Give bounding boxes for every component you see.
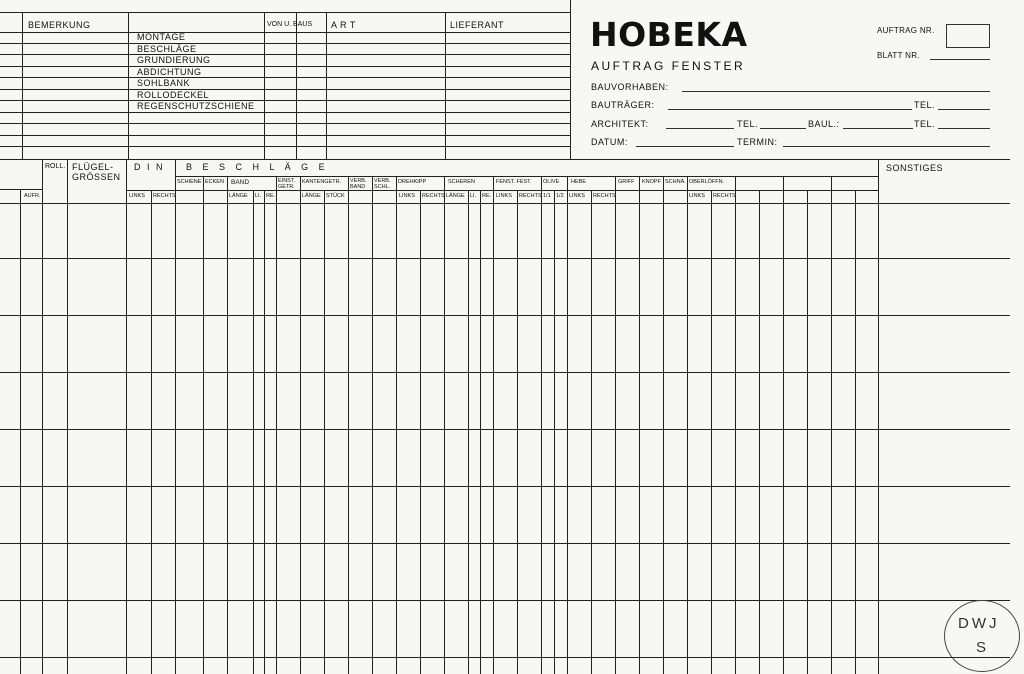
- knopf-header: KNOPF: [642, 179, 661, 185]
- verb-schl-header: VERB. SCHL.: [374, 178, 391, 190]
- baul-tel-label: TEL.: [914, 119, 936, 129]
- schnae-header: SCHNÄ.: [665, 179, 686, 185]
- baul-tel-field[interactable]: [938, 128, 990, 129]
- bautraeger-tel-field[interactable]: [938, 109, 990, 110]
- hebe-rechts-header: RECHTS: [593, 193, 616, 199]
- oberl-rechts-header: RECHTS: [713, 193, 736, 199]
- olive-1-2-header: 1/2: [556, 193, 564, 199]
- bauvorhaben-label: BAUVORHABEN:: [591, 82, 669, 92]
- beschlaege-header: B E S C H L Ä G E: [186, 162, 329, 172]
- hobeka-logo: HOBEKA: [590, 15, 748, 54]
- drehkipp-header: DREHKIPP: [398, 179, 427, 185]
- fluegel-header: FLÜGEL-: [72, 162, 114, 172]
- bauvorhaben-field[interactable]: [682, 91, 990, 92]
- din-links-header: LINKS: [129, 193, 145, 199]
- dwjs-stamp: [944, 600, 1020, 672]
- kanten-laenge-header: LÄNGE: [302, 193, 321, 199]
- kanten-stueck-header: STÜCK: [326, 193, 345, 199]
- band-laenge-header: LÄNGE: [229, 193, 248, 199]
- band-li-header: LI.: [255, 193, 262, 199]
- stamp-top-text: DWJ: [958, 615, 1000, 632]
- datum-label: DATUM:: [591, 137, 628, 147]
- oberloeffn-header: OBERLÖFFN.: [689, 179, 725, 185]
- ecken-header: ECKEN: [205, 179, 224, 185]
- architekt-field[interactable]: [666, 128, 734, 129]
- baul-field[interactable]: [843, 128, 913, 129]
- architekt-tel-label: TEL.: [737, 119, 759, 129]
- fenst-links-header: LINKS: [496, 193, 512, 199]
- bemerkung-header: BEMERKUNG: [28, 20, 91, 30]
- item-grundierung: GRUNDIERUNG: [137, 55, 211, 65]
- item-abdichtung: ABDICHTUNG: [137, 67, 202, 77]
- griff-header: GRIFF: [618, 179, 635, 185]
- item-montage: MONTAGE: [137, 32, 186, 42]
- sonstiges-header: SONSTIGES: [886, 163, 944, 173]
- blatt-nr-label: BLATT NR.: [877, 51, 920, 60]
- drehkipp-rechts-header: RECHTS: [422, 193, 445, 199]
- schiene-header: SCHIENE: [177, 179, 202, 185]
- stamp-bottom-text: S: [976, 639, 987, 656]
- olive-header: OLIVE: [543, 179, 560, 185]
- band-header: BAND: [231, 179, 250, 186]
- fenst-rechts-header: RECHTS: [519, 193, 542, 199]
- hebe-links-header: LINKS: [569, 193, 585, 199]
- lieferant-header: LIEFERANT: [450, 20, 505, 30]
- form-title: AUFTRAG FENSTER: [591, 59, 746, 73]
- bautraeger-label: BAUTRÄGER:: [591, 100, 655, 110]
- von-u-baus-header: VON U. BAUS: [267, 21, 313, 28]
- einst-getr-header: EINST. GETR.: [278, 178, 296, 190]
- oberl-links-header: LINKS: [689, 193, 705, 199]
- hebe-header: HEBE: [571, 179, 586, 185]
- drehkipp-links-header: LINKS: [399, 193, 415, 199]
- item-regenschutzschiene: REGENSCHUTZSCHIENE: [137, 101, 255, 111]
- art-header: A R T: [331, 20, 356, 30]
- architekt-tel-field[interactable]: [760, 128, 806, 129]
- bautraeger-field[interactable]: [668, 109, 912, 110]
- din-header: D I N: [134, 162, 165, 172]
- datum-field[interactable]: [636, 146, 734, 147]
- roll-header: ROLL.: [45, 163, 66, 170]
- band-re-header: RE.: [266, 193, 276, 199]
- item-beschlaege: BESCHLÄGE: [137, 44, 197, 54]
- scheren-re-header: RE.: [482, 193, 492, 199]
- scheren-li-header: LI.: [470, 193, 477, 199]
- aufr-header: AUFR.: [24, 193, 41, 199]
- item-sohlbank: SOHLBANK: [137, 78, 191, 88]
- baul-label: BAUL.:: [808, 119, 840, 129]
- termin-field[interactable]: [783, 146, 990, 147]
- auftrag-nr-label: AUFTRAG NR.: [877, 26, 935, 35]
- verb-band-header: VERB. BAND: [350, 178, 367, 190]
- auftrag-nr-field[interactable]: [946, 24, 990, 48]
- din-rechts-header: RECHTS: [153, 193, 176, 199]
- blatt-nr-field[interactable]: [930, 59, 990, 60]
- termin-label: TERMIN:: [737, 137, 778, 147]
- fenst-fest-header: FENST. FEST.: [496, 179, 532, 185]
- scheren-header: SCHEREN: [448, 179, 475, 185]
- item-rollodeckel: ROLLODECKEL: [137, 90, 210, 100]
- bautraeger-tel-label: TEL.: [914, 100, 936, 110]
- kantengetr-header: KANTENGETR.: [302, 179, 342, 185]
- architekt-label: ARCHITEKT:: [591, 119, 649, 129]
- groessen-header: GRÖSSEN: [72, 172, 121, 182]
- olive-1-1-header: 1/1: [543, 193, 551, 199]
- scheren-laenge-header: LÄNGE: [446, 193, 465, 199]
